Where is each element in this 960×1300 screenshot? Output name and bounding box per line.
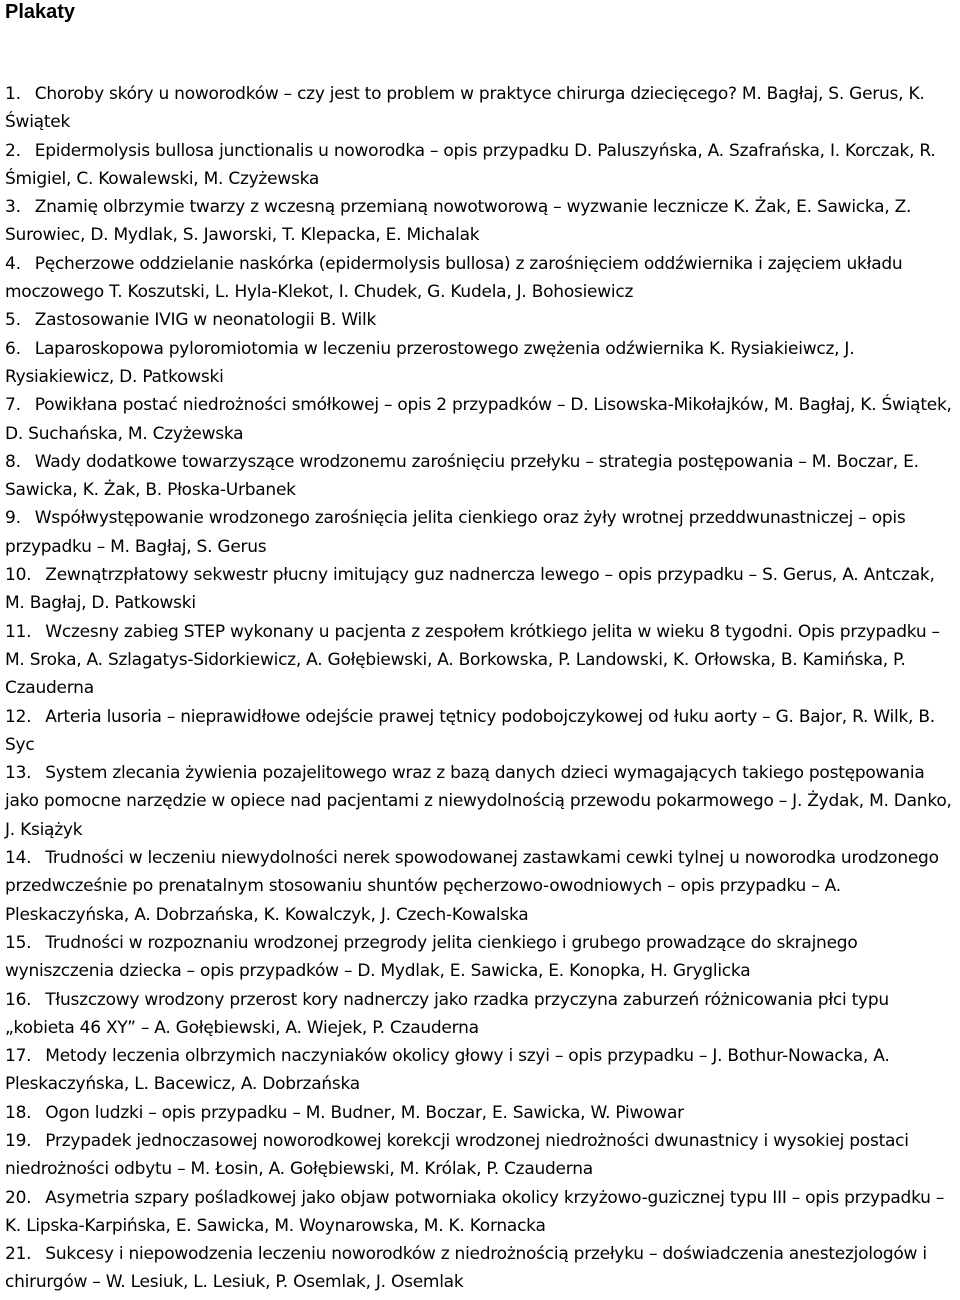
list-item-text: Współwystępowanie wrodzonego zarośnięcia jelita cienkiego oraz żyły wrotnej przeddwunastniczej – opis przypadku – M. Bagłaj, S. Gerus (5, 508, 906, 557)
list-item-text: Przypadek jednoczasowej noworodkowej korekcji wrodzonej niedrożności dwunastnicy i wysokiej postaci niedrożności odbytu – M. Łosin, A. Gołębiewski, M. Królak, P. Czauderna (5, 1130, 909, 1180)
list-item-number: 5. (5, 310, 21, 331)
list-item-text: Znamię olbrzymie twarzy z wczesną przemianą nowotworową – wyzwanie lecznicze K. Żak, E. Sawicka, Z. Surowiec, D. Mydlak, S. Jaworski, T. Klepacka, E. Michalak (5, 197, 912, 246)
list-item-number: 6. (5, 338, 21, 359)
list-item (5, 929, 957, 986)
list-item (5, 80, 957, 137)
list-item-number: 8. (5, 451, 21, 472)
list-item-number: 7. (5, 395, 21, 416)
list-item-number: 17. (5, 1046, 32, 1067)
list-item-number: 16. (5, 989, 32, 1010)
list-item (5, 703, 957, 760)
list-item-number: 20. (5, 1187, 32, 1208)
list-item-number: 19. (5, 1130, 32, 1151)
list-item-text: Wady dodatkowe towarzyszące wrodzonemu zarośnięciu przełyku – strategia postępowania – M. Boczar, E. Sawicka, K. Żak, B. Płoska-Urbanek (5, 451, 919, 501)
list-item (5, 986, 957, 1043)
list-item-text: Asymetria szpary pośladkowej jako objaw potworniaka okolicy krzyżowo-guzicznej typu III – opis przypadku – K. Lipska-Karpińska, E. Sawicka, M. Woynarowska, M. K. Kornacka (5, 1187, 945, 1236)
list-item (5, 504, 957, 561)
list-item-text: Arteria lusoria – nieprawidłowe odejście prawej tętnicy podobojczykowej od łuku aorty – G. Bajor, R. Wilk, B. Syc (5, 706, 935, 755)
list-item-number: 18. (5, 1102, 32, 1123)
list-item-number: 11. (5, 621, 32, 642)
list-item (5, 448, 957, 505)
list-item (5, 618, 957, 703)
list-item-text: Laparoskopowa pyloromiotomia w leczeniu przerostowego zwężenia odźwiernika K. Rysiakieiwcz, J. Rysiakiewicz, D. Patkowski (5, 338, 855, 387)
list-item-number: 4. (5, 253, 21, 274)
list-item-text: Trudności w rozpoznaniu wrodzonej przegrody jelita cienkiego i grubego prowadzące do skrajnego wyniszczenia dziecka – opis przypadków – D. Mydlak, E. Sawicka, E. Konopka, H. Gryglicka (5, 932, 858, 982)
list-item-number: 3. (5, 197, 21, 218)
list-item (5, 561, 957, 618)
list-item-number: 14. (5, 848, 32, 869)
list-item-text: Pęcherzowe oddzielanie naskórka (epidermolysis bullosa) z zarośnięciem oddźwiernika i zajęciem układu moczowego T. Koszutski, L. Hyla-Klekot, I. Chudek, G. Kudela, J. Bohosiewicz (5, 253, 903, 303)
list-item (5, 1127, 957, 1184)
list-item (5, 250, 957, 307)
poster-list (5, 80, 957, 1297)
list-item-text: Epidermolysis bullosa junctionalis u noworodka – opis przypadku D. Paluszyńska, A. Szafrańska, I. Korczak, R. Śmigiel, C. Kowalewski, M. Czyżewska (5, 140, 936, 189)
list-item-text: Metody leczenia olbrzymich naczyniaków okolicy głowy i szyi – opis przypadku – J. Bothur-Nowacka, A. Pleskaczyńska, L. Bacewicz, A. Dobrzańska (5, 1046, 890, 1095)
list-item (5, 306, 957, 334)
list-item (5, 1099, 957, 1127)
list-item (5, 759, 957, 844)
list-item-number: 13. (5, 763, 32, 784)
page-title: Plakaty (5, 1, 76, 23)
list-item (5, 193, 957, 250)
list-item (5, 1184, 957, 1241)
list-item-text: System zlecania żywienia pozajelitowego wraz z bazą danych dzieci wymagających takiego postępowania jako pomocne narzędzie w opiece nad pacjentami z niewydolnością przewodu pokarmowego – J. Żydak, M. Danko, J. Książyk (5, 763, 952, 840)
list-item-number: 1. (5, 84, 21, 104)
list-item-number: 9. (5, 508, 21, 529)
list-item (5, 137, 957, 194)
document-page (5, 0, 957, 1297)
list-item-number: 2. (5, 140, 21, 161)
list-item (5, 391, 957, 448)
list-item-text: Powikłana postać niedrożności smółkowej – opis 2 przypadków – D. Lisowska-Mikołajków, M. Bagłaj, K. Świątek, D. Suchańska, M. Czyżewska (5, 395, 952, 444)
list-item (5, 335, 957, 392)
list-item (5, 1240, 957, 1297)
list-item-text: Zastosowanie IVIG w neonatologii B. Wilk (34, 310, 377, 331)
list-item-number: 12. (5, 706, 32, 727)
list-item-number: 10. (5, 565, 32, 586)
list-item-number: 21. (5, 1244, 32, 1265)
list-item-text: Wczesny zabieg STEP wykonany u pacjenta z zespołem krótkiego jelita w wieku 8 tygodni. Opis przypadku – M. Sroka, A. Szlagatys-Sidorkiewicz, A. Gołębiewski, A. Borkowska, P. Landowski, K. Orłowska, B. Kamińska, P. Czauderna (5, 621, 940, 699)
list-item-text: Trudności w leczeniu niewydolności nerek spowodowanej zastawkami cewki tylnej u noworodka urodzonego przedwcześnie po prenatalnym stosowaniu shuntów pęcherzowo-owodniowych – opis przypadku – A. Pleskaczyńska, A. Dobrzańska, K. Kowalczyk, J. Czech-Kowalska (5, 848, 939, 925)
list-item-number: 15. (5, 932, 32, 953)
list-item (5, 844, 957, 929)
list-item-text: Ogon ludzki – opis przypadku – M. Budner, M. Boczar, E. Sawicka, W. Piwowar (45, 1102, 684, 1123)
list-item-text: Sukcesy i niepowodzenia leczeniu noworodków z niedrożnością przełyku – doświadczenia anestezjologów i chirurgów – W. Lesiuk, L. Lesiuk, P. Osemlak, J. Osemlak (5, 1244, 927, 1293)
list-item (5, 1042, 957, 1099)
list-item-text: Tłuszczowy wrodzony przerost kory nadnerczy jako rzadka przyczyna zaburzeń różnicowania płci typu „kobieta 46 XY” – A. Gołębiewski, A. Wiejek, P. Czauderna (5, 989, 889, 1038)
list-item-text: Zewnątrzpłatowy sekwestr płucny imitujący guz nadnercza lewego – opis przypadku – S. Gerus, A. Antczak, M. Bagłaj, D. Patkowski (5, 565, 935, 614)
list-item-text: Choroby skóry u noworodków – czy jest to problem w praktyce chirurga dziecięcego? M. Bagłaj, S. Gerus, K. Świątek (5, 84, 925, 133)
